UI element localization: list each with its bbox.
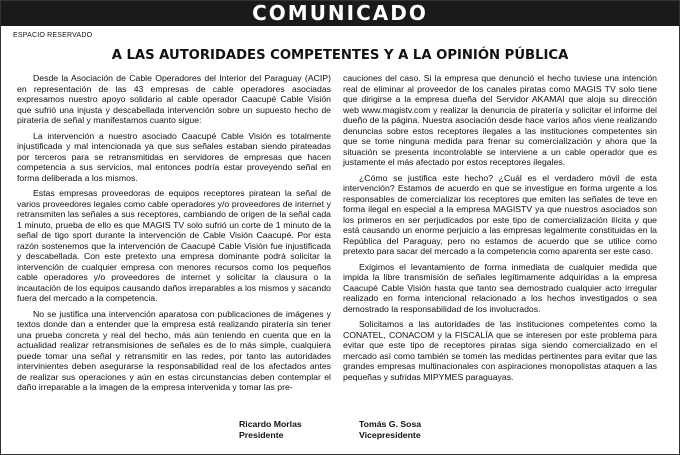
paragraph: Solicitamos a las autoridades de las instituciones competentes como la CONATEL, CONACOM y la FISCALÍA que se interesen por este problema para evitar que este tipo de receptores piratas siga siendo comercializado en el mercado así como también se tomen las medidas pertinentes para evitar que las grandes empresas multinacionales con aspiraciones monopolistas ataquen a las pequeñas y sufridas MIPYMES paraguayas. bbox=[343, 319, 657, 382]
paragraph: ¿Cómo se justifica este hecho? ¿Cuál es el verdadero móvil de esta intervención? Estamos de acuerdo en que se investigue en forma urgente a los responsables de comercializar los receptores que emiten las señales de teve en forma ilegal en especial a la empresa MAGISTV ya que nuestros asociados son los primeros en ser perjudicados por este tipo de comercialización ilícita y que está causando un enorme perjuicio a las empresas legalmente constituidas en la República del Paraguay, pero no estamos de acuerdo que se utilice como pretexto para sacar del mercado a la competencia como aparenta ser este caso. bbox=[343, 172, 657, 256]
section-label: ESPACIO RESERVADO bbox=[13, 32, 93, 39]
right-column bbox=[343, 73, 657, 387]
signature-president bbox=[239, 419, 302, 440]
paragraph: Exigimos el levantamiento de forma inmediata de cualquier medida que impida la libre transmisión de señales legítimamente adquiridas a la empresa Caacupé Cable Visión hasta que tanto sea demostrado cualquier acto irregular realizado en forma intencional relacionado a los hechos investigados o sea demostrado la responsabilidad de los involucrados. bbox=[343, 261, 657, 314]
paragraph: La intervención a nuestro asociado Caacupé Cable Visión es totalmente injustificada y mal intencionada ya que sus señales estaban siendo pirateadas por terceros para se retransmitidas en servidores de empresas que hacen competencia a sus servicios, mal entonces podría estar proveyendo señal en forma deliberada a los mismos. bbox=[17, 130, 331, 183]
paragraph: Estas empresas proveedoras de equipos receptores piratean la señal de varios proveedores legales como cable operadores y/o proveedores de internet y retransmiten las señales a sus receptores, cambiando de origen de la señal cada 1 minuto, prueba de ello es que MAGIS TV solo sufrió un corte de 1 minuto de la señal de tigo sport durante la intervención de Cable Visión Caacupé. Por esta razón sostenemos que la intervención de Caacupé Cable Visión fue injustificada y descabellada. Con este pretexto una empresa dominante podrá solicitar la intervención de cualquier empresa con menores recursos como los pequeños cable operadores y/o proveedores de internet y solicitar la clausura o la incautación de los equipos causando daños irreparables a los mismos y sacando fuera del mercado a la competencia. bbox=[17, 188, 331, 303]
paragraph: No se justifica una intervención aparatosa con publicaciones de imágenes y textos donde dan a entender que la empresa está realizando piratería sin tener una prueba concreta y real del hecho, más aún teniendo en cuenta que en la actualidad realizar retransmisiones de señales es de lo más simple, cualquiera puede tomar una señal y retransmitir en las redes, por tanto las autoridades intervinientes deben asegurarse la responsabilidad real de los afectados antes de realizar sus operaciones y aún en estas circunstancias deben contemplar el daño irreparable a la imagen de la empresa intervenida y tomar las pre- bbox=[17, 308, 331, 392]
signer-name: Ricardo Morlas bbox=[239, 419, 302, 429]
paragraph: Desde la Asociación de Cable Operadores del Interior del Paraguay (ACIP) en representación de las 43 empresas de cable operadores asociadas expresamos nuestro apoyo solidario al cable operador Caacupé Cable Visión que sufrió una injusta y descabellada intervención sobre un supuesto hecho de piratería de señal y manifestamos cuanto sigue: bbox=[17, 73, 331, 125]
signer-name: Tomás G. Sosa bbox=[359, 419, 422, 429]
paragraph: cauciones del caso. Si la empresa que denunció el hecho tuviese una intención real de eliminar al proveedor de los canales piratas como MAGIS TV solo tiene que dirigirse a la empresa dueña del Servidor AKAMAI que aloja su dirección web www.magistv.com y realizar la denuncia de piratería y solicitar el informe del dueño de la página. Nuestra asociación desde hace varios años viene realizando denuncias sobre estos receptores ilegales a las instituciones competentes sin que se tome ninguna medida para frenar su comercialización y ahora que la situación se presenta incontrolable se interviene a un cable operador que es justamente el más afectado por estos receptores ilegales. bbox=[343, 73, 657, 167]
banner-title: COMUNICADO bbox=[1, 1, 679, 26]
headline: A LAS AUTORIDADES COMPETENTES Y A LA OPINIÓN PÚBLICA bbox=[111, 48, 569, 63]
left-column bbox=[17, 73, 331, 398]
signer-title: Vicepresidente bbox=[359, 429, 421, 440]
signature-vicepresident bbox=[359, 419, 421, 440]
signer-title: Presidente bbox=[239, 429, 284, 440]
